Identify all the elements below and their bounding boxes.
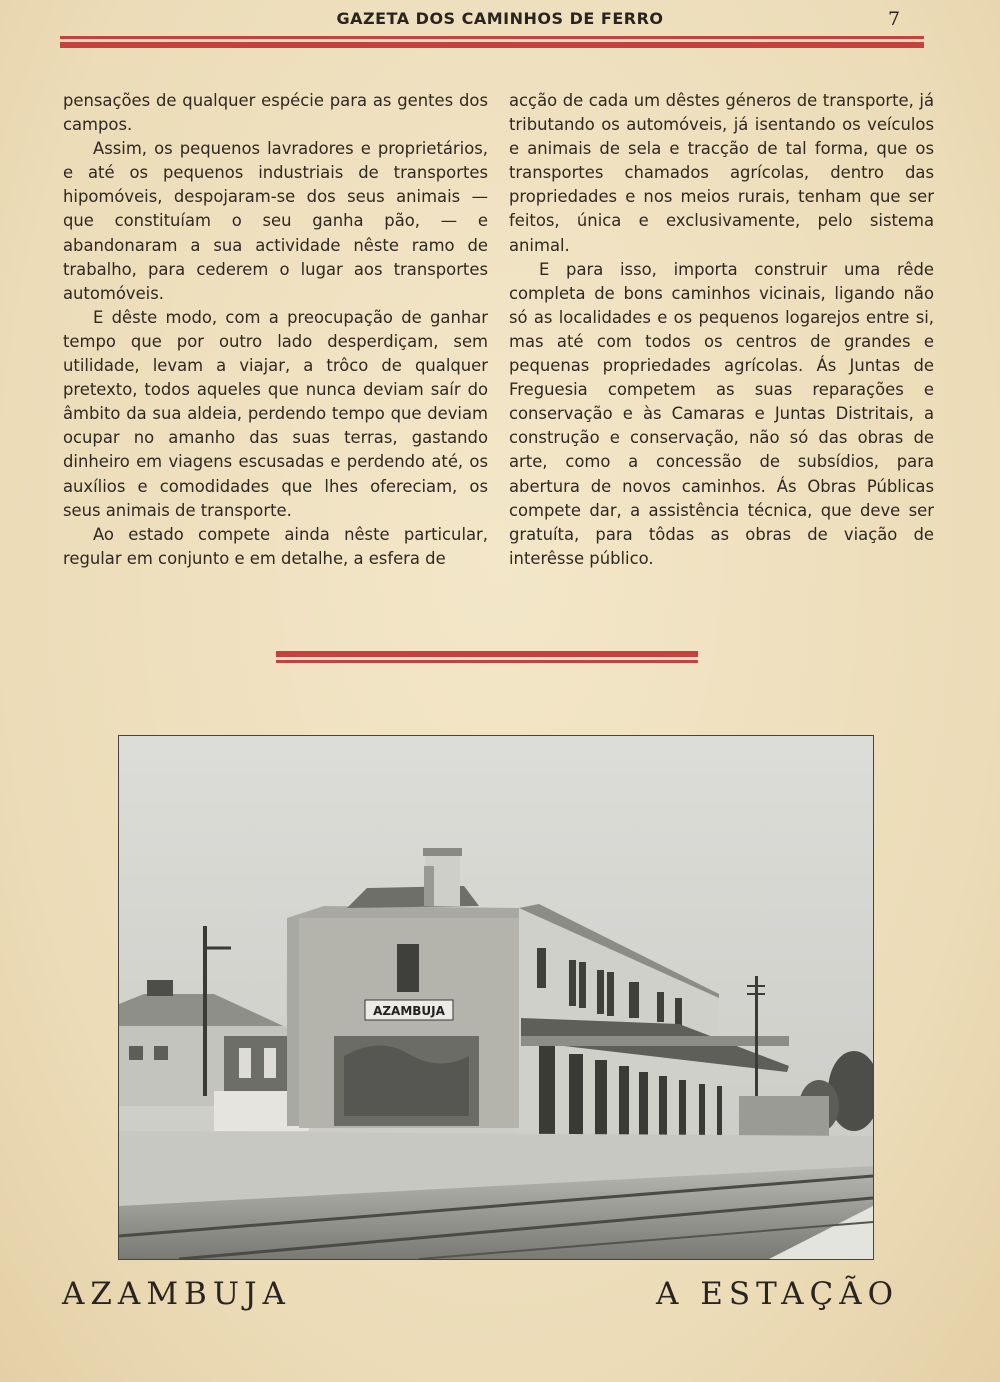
paragraph: acção de cada um dêstes géneros de transporte, já tributando os automóveis, já isentando os veículos e animais de sela e tracção de tal forma, que os transportes chamados agrícolas, dentro das propriedades e nos meios rurais, tenham que ser feitos, única e exclusivamente, pelo sistema animal. <box>509 91 934 255</box>
divider-rule-top <box>276 651 698 657</box>
divider-rule-bottom <box>276 660 698 663</box>
header-rule-top <box>60 36 924 39</box>
article-right-column <box>509 89 934 571</box>
paragraph: E dêste modo, com a preocupação de ganhar tempo que por outro lado desperdiçam, sem utilidade, levam a viajar, a trôco de qualquer pretexto, todos aqueles que nunca deviam saír do âmbito da sua aldeia, perdendo tempo que deviam ocupar no amanho das suas terras, gastando dinheiro em viagens escusadas e perdendo até, os auxílios e comodidades que lhes ofereciam, os seus animais de transporte. <box>63 307 488 520</box>
article-left-column <box>63 89 488 571</box>
caption-right: A ESTAÇÃO <box>656 1276 899 1312</box>
station-photograph <box>118 735 874 1260</box>
caption-left: AZAMBUJA <box>62 1276 291 1312</box>
paragraph: E para isso, importa construir uma rêde completa de bons caminhos vicinais, ligando não só as localidades e os pequenos logarejos entre si, mas até com todos os centros de grandes e pequenas propriedades agrícolas. Ás Juntas de Freguesia competem as suas reparações e conservação e às Camaras e Juntas Distritais, a construção e conservação, não só das obras de arte, como a concessão de subsídios, para abertura de novos caminhos. Ás Obras Públicas compete dar, a assistência técnica, que deve ser gratuíta, para tôdas as obras de viação de interêsse público. <box>509 259 934 568</box>
header-rule-bottom <box>60 42 924 48</box>
page-number: 7 <box>888 8 901 30</box>
paragraph: Ao estado compete ainda nêste particular, regular em conjunto e em detalhe, a esfera de <box>63 524 488 568</box>
paragraph: Assim, os pequenos lavradores e proprietários, e até os pequenos industriais de transportes hipomóveis, despojaram-se dos seus animais — que constituíam o seu ganha pão, — e abandonaram a sua actividade nêste ramo de trabalho, para cederem o lugar aos transportes automóveis. <box>63 139 488 303</box>
running-header-title: GAZETA DOS CAMINHOS DE FERRO <box>336 9 664 28</box>
paragraph: pensações de qualquer espécie para as gentes dos campos. <box>63 91 488 135</box>
station-sign-text: AZAMBUJA <box>373 1004 445 1018</box>
